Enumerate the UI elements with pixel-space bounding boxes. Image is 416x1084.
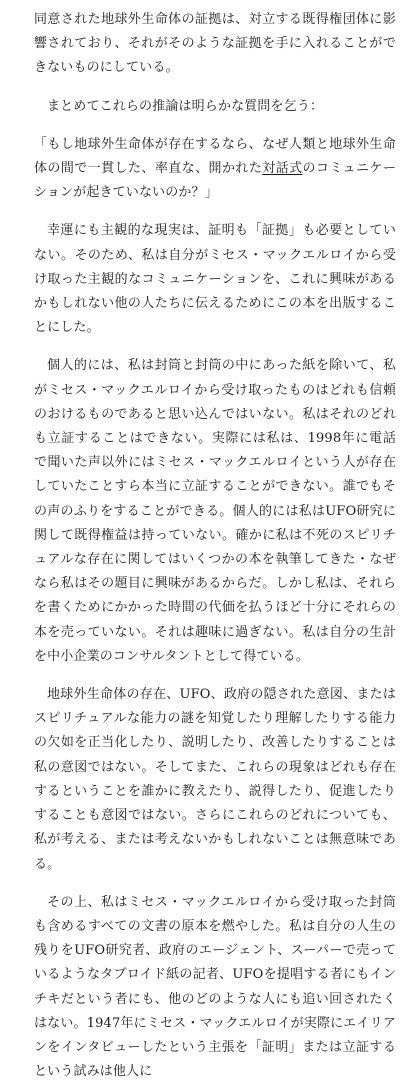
paragraph-personal-stance: 個人的には、私は封筒と封筒の中にあった紙を除いて、私がミセス・マックエルロイから受け取ったものはどれも信頼のおけるものであると思い込んではいない。私はそれのどれも立証することはできない。実際には私は、1998年に電話で聞いた声以外にはミセス・マックエルロイという人が存在していたことすら本当に立証することができない。誰でもその声のふりをすることができる。個人的には私はUFO研究に関して既得権益は持っていない。確かに私は不死のスピリチュアルな存在に関してはいくつかの本を執筆してきた・なぜなら私はその題目に興味があるからだ。しかし私は、それらを書くためにかかった時間の代価を払うほど十分にそれらの本を売っていない。それは趣味に過ぎない。私は自分の生計を中小企業のコンサルタントとして得ている。 (34, 358, 396, 664)
paragraph-quoted-question (34, 133, 396, 206)
paragraph-evidence-influenced: 同意された地球外生命体の証拠は、対立する既得権団体に影響されており、それがそのような証拠を手に入れることができないものにしている。 (34, 12, 396, 76)
quote-text-part1: 「もし地球外生命体が存在するなら、なぜ人類と地球外生命体の間で一貫した、率直な、開かれた (34, 136, 396, 177)
quote-text-part2: のコミュニケーションが起きていないのか？」 (34, 161, 396, 201)
paragraph-subjective-reality: 幸運にも主観的な現実は、証明も「証拠」も必要としていない。そのため、私は自分がミセス・マックエルロイから受け取った主観的なコミュニケーションを、これに興味があるかもしれない他の人たちに伝えるためにこの本を出版することにした。 (34, 223, 396, 336)
paragraph-documents-burned: その上、私はミセス・マックエルロイから受け取った封筒も含めるすべての文書の原本を燃やした。私は自分の人生の残りをUFO研究者、政府のエージェント、スーパーで売っているようなタブロイド紙の記者、UFOを提唱する者にもインチキだという者にも、他のどのような人にも追い回されたくはない。1947年にミセス・マックエルロイが実際にエイリアンをインタビューしたという主張を「証明」または立証するという試みは他人に (34, 894, 396, 1080)
paragraph-intent-disclaimer: 地球外生命体の存在、UFO、政府の隠された意図、またはスピリチュアルな能力の謎を知覚したり理解したりする能力の欠如を正当化したり、説明したり、改善したりすることは私の意図ではない。そしてまた、これらの現象はどれも存在するということを誰かに教えたり、説得したり、促進したりすることも意図ではない。さらにこれらのどれについても、私が考える、または考えないかもしれないことは無意味である。 (34, 687, 396, 872)
quote-underlined-word: 対話式 (262, 161, 303, 177)
paragraph-question-intro: まとめてこれらの推論は明らかな質問を乞う： (47, 98, 324, 114)
